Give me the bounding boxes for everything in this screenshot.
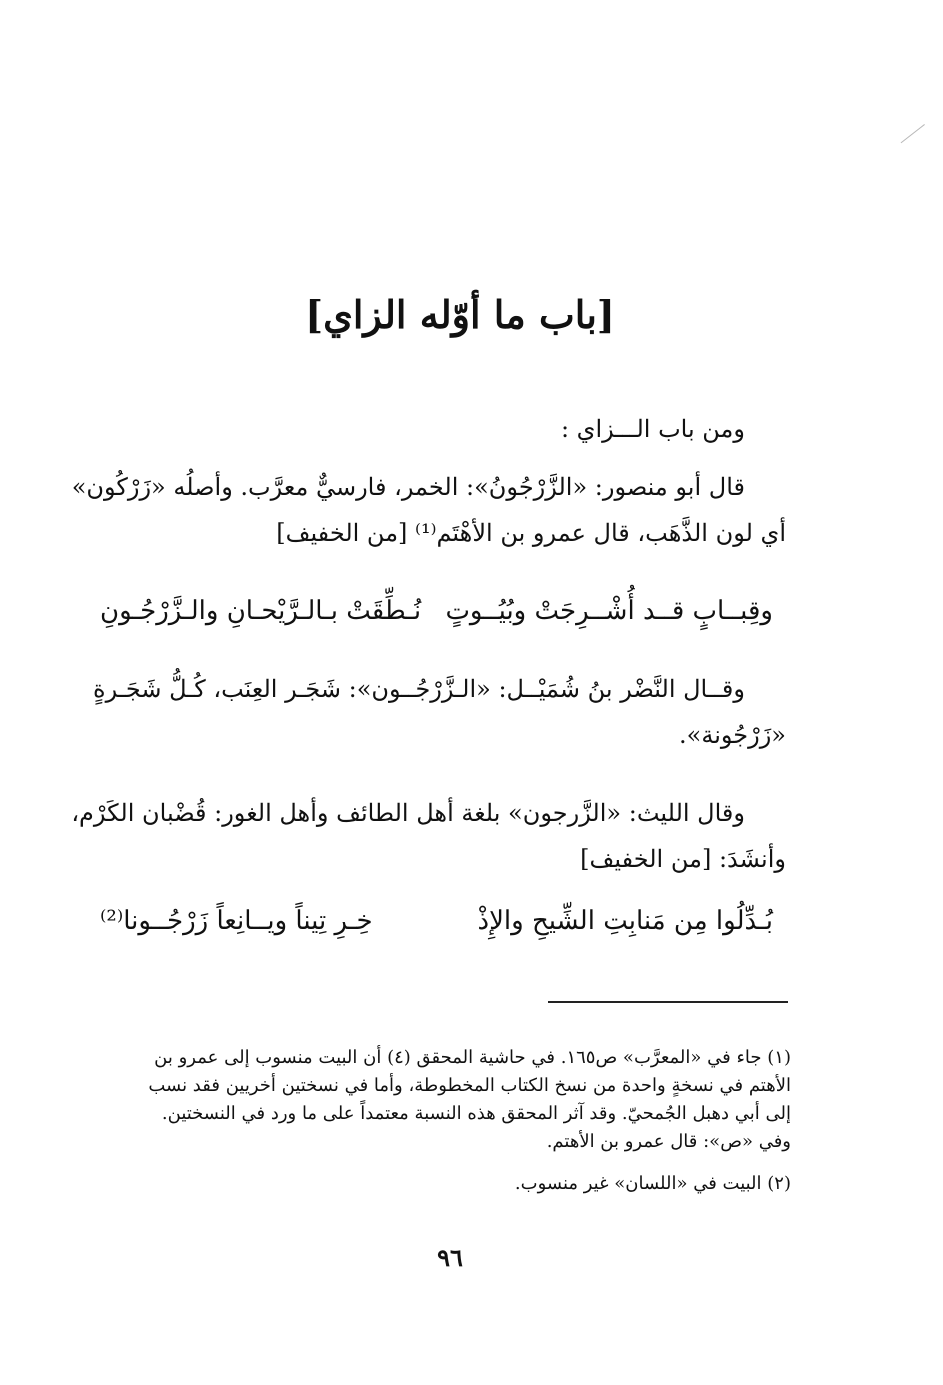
intro-line: ومن باب الـــزاي : <box>560 415 745 443</box>
paragraph-2-line-1: وقــال النَّضْر بنُ شُمَيْــل: «الـزَّرْجُــون»: شَجَـر العِنَب، كُـلُّ شَجَـرةٍ <box>93 675 745 703</box>
footnote-1-line-2: الأهتم في نسخةٍ واحدة من نسخ الكتاب المخطوطة، وأما في نسختين أخريين فقد نسب <box>148 1075 791 1096</box>
chapter-heading: [باب ما أوّله الزاي] <box>305 292 615 337</box>
verse-1-first-hemistich: وقِبــابٍ قــد أُشْــرِجَتْ وبُيُــوتٍ <box>445 596 773 626</box>
verse-2-second-hemistich: خِـرِ تِيناً ويــانِعاً زَرْجُــونا⁽²⁾ <box>100 906 373 936</box>
scan-corner-mark <box>901 124 943 167</box>
paragraph-1-line-1: قال أبو منصور: «الزَّرْجُونُ»: الخمر، فارسيٌّ معرَّب. وأصلُه «زَرْكُون» <box>71 473 745 501</box>
page-number: ٩٦ <box>437 1243 463 1272</box>
verse-1-second-hemistich: نُـطِّقَتْ بـالـرَّيْحـانِ والـزَّرْجُـونِ <box>100 596 422 626</box>
paragraph-1-line-2: أي لون الذَّهَب، قال عمرو بن الأهْتَم⁽¹⁾ [من الخفيف] <box>276 519 786 547</box>
paragraph-3-line-1: وقال الليث: «الزَّرجون» بلغة أهل الطائف وأهل الغور: قُضْبان الكَرْم، <box>71 799 745 827</box>
verse-2-first-hemistich: بُـدِّلُوا مِن مَنابِتِ الشِّيحِ والإِذْ <box>477 906 773 936</box>
paragraph-3-line-2: وأنشَدَ: [من الخفيف] <box>580 845 786 873</box>
paragraph-2-line-2: «زَرْجُونة». <box>679 721 786 749</box>
footnote-1-line-3: إلى أبي دهبل الجُمحيّ. وقد آثر المحقق هذه النسبة معتمداً على ما ورد في النسختين. <box>161 1103 791 1124</box>
footnote-separator <box>548 1001 788 1003</box>
footnote-1-line-1: (١) جاء في «المعرَّب» ص١٦٥. في حاشية المحقق (٤) أن البيت منسوب إلى عمرو بن <box>154 1047 791 1068</box>
footnote-1-line-4: وفي «ص»: قال عمرو بن الأهتم. <box>546 1131 791 1152</box>
footnote-2: (٢) البيت في «اللسان» غير منسوب. <box>514 1173 791 1194</box>
